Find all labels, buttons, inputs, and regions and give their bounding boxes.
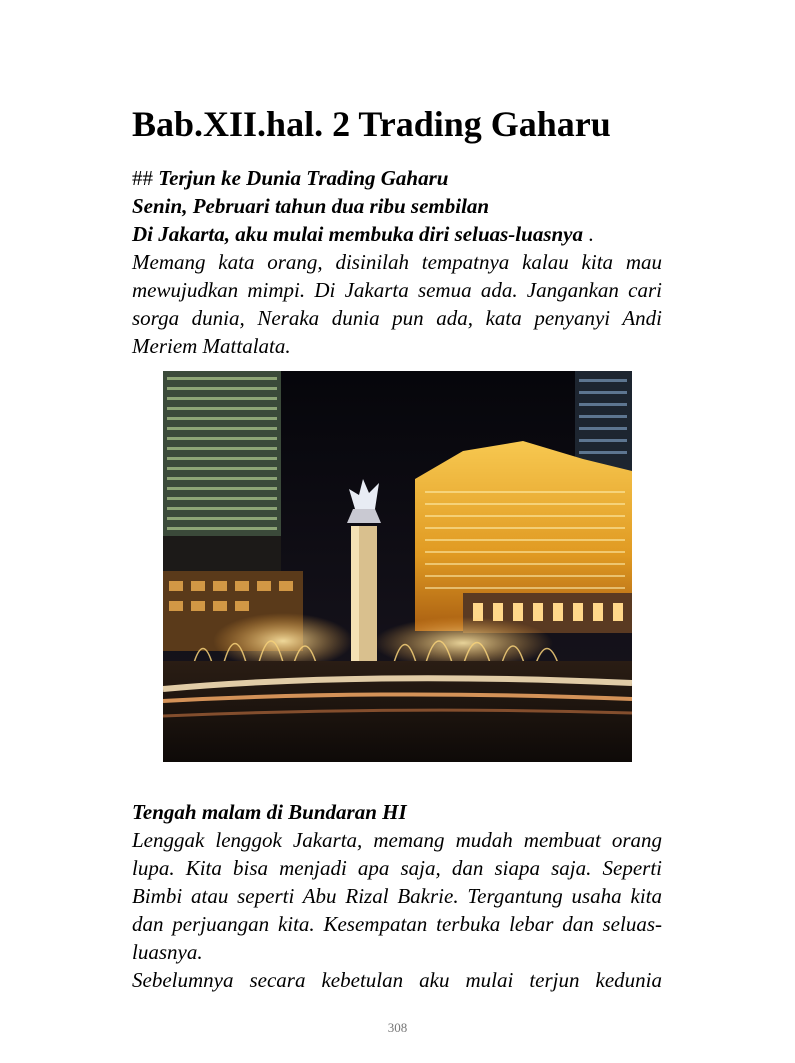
place-line — [132, 220, 662, 248]
intro-block — [132, 164, 662, 248]
paragraph-1-text: Memang kata orang, disinilah tempatnya kalau kita mau mewujudkan mimpi. Di Jakarta semua ada. Jangankan cari sorga dunia, Neraka dunia pun ada, kata penyanyi Andi Meriem Mattalata. — [132, 250, 662, 358]
section-2-heading: Tengah malam di Bundaran HI — [132, 800, 407, 824]
intro-heading-line — [132, 164, 662, 192]
place-line-end: . — [583, 222, 594, 246]
section-2-paragraph: Lenggak lenggok Jakarta, memang mudah membuat orang lupa. Kita bisa menjadi apa saja, dan siapa saja. Seperti Bimbi atau seperti Abu Rizal Bakrie. Tergantung usaha kita dan perjuangan kita. Kesempatan terbuka lebar dan seluas-luasnya. — [132, 828, 662, 964]
page-number: 308 — [387, 1020, 408, 1035]
section-2 — [132, 798, 662, 994]
page-title: Bab.XII.hal. 2 Trading Gaharu — [132, 104, 611, 144]
hotel-building — [415, 441, 632, 633]
intro-heading: Terjun ke Dunia Trading Gaharu — [158, 166, 449, 190]
place-line-text: Di Jakarta, aku mulai membuka diri seluas-luasnya — [132, 222, 583, 246]
paragraph-1 — [132, 248, 662, 360]
photo-illustration — [163, 371, 632, 762]
heading-prefix: ## — [132, 166, 159, 190]
section-2-paragraph-2: Sebelumnya secara kebetulan aku mulai terjun kedunia — [132, 968, 662, 992]
jakarta-night-photo — [163, 371, 632, 762]
date-line: Senin, Pebruari tahun dua ribu sembilan — [132, 194, 490, 218]
